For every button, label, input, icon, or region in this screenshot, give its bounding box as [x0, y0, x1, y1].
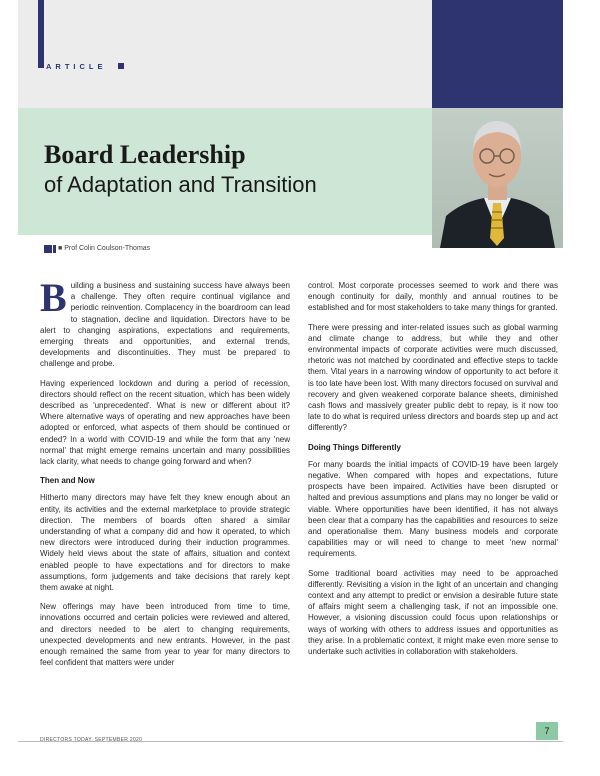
author-portrait	[432, 108, 563, 248]
paragraph-intro	[40, 275, 290, 370]
paragraph: There were pressing and inter-related issues such as global warming and climate change to address, but while they and other environmental impacts of corporate activities were much discussed, rhetoric was not matched by coordinated and effective steps to tackle them. Vital years in a narrowing window of opportunity to act before it is too late have been lost. With many directors focused on survival and recovery and given weakened corporate balance sheets, diminished cash flows and massively greater public debt to repay, is it now too late to do what is required unless directors and boards step up and act differently?	[308, 322, 558, 433]
accent-bar	[38, 0, 44, 68]
drop-cap: B	[40, 275, 67, 320]
author-marker-icon	[44, 245, 52, 253]
paragraph: For many boards the initial impacts of COVID-19 have been largely negative. When compared with hopes and expectations, future prospects have been impaired. Activities have been disrupted or halted and previous assumptions and plans may no longer be valid or viable. Where opportunities have been identified, it has not always been clear that a company has the capabilities and resources to seize and operationalise them. Many business models and corporate capabilities may or will need to change to meet 'new normal' requirements.	[308, 459, 558, 559]
section-heading: Doing Things Differently	[308, 442, 401, 452]
column-left	[40, 275, 290, 677]
author-name: Prof Colin Coulson-Thomas	[64, 245, 151, 252]
section-heading: Then and Now	[40, 476, 95, 486]
author-byline: ■ Prof Colin Coulson-Thomas	[58, 245, 151, 252]
paragraph: control. Most corporate processes seemed to work and there was enough continuity for daily, monthly and annual routines to be established and for most stakeholders to take many things for granted.	[308, 281, 558, 313]
paragraph: Some traditional board activities may need to be approached differently. Revisiting a vision in the light of an uncertain and changing context and any attempt to predict or envision a desirable future state of affairs might seem a challenging task, if not an impossible one. However, a visioning discussion could focus upon relationships or ways of working with others to address issues and opportunities as they arise. In a problematic context, it might make even more sense to undertake such activities in collaboration with stakeholders.	[308, 568, 558, 657]
page-subtitle: of Adaptation and Transition	[44, 172, 317, 197]
paragraph: Having experienced lockdown and during a period of recession, directors should reflect on the recent situation, which has been widely described as 'unprecedented'. What is new or different about it? Where alternative ways of operating and new approaches have been adopted or enforced, what aspects of them should be continued or ended? In a world with COVID-19 and while the form that any 'new normal' that might emerge remains uncertain and many possibilities lack clarity, what needs to change going forward and when?	[40, 378, 290, 467]
label-square-decoration	[118, 63, 124, 69]
section-label: ARTICLE	[46, 62, 107, 71]
paragraph: Hitherto many directors may have felt they knew enough about an entity, its activities and the external marketplace to provide strategic direction. The members of boards often shared a similar understanding of what a company did and how it operated, to which new directors were introduced during their induction programmes. Widely held views about the state of affairs, situation and context enabled people to have expectations and for directors to make assumptions, form judgements and take decisions that rarely kept them awake at night.	[40, 493, 290, 593]
footer-publication: DIRECTORS TODAY, SEPTEMBER 2020	[40, 737, 143, 743]
page-title: Board Leadership	[44, 140, 246, 169]
column-right	[308, 280, 558, 665]
portrait-illustration	[432, 108, 563, 248]
paragraph: New offerings may have been introduced from time to time, innovations occurred and certain policies were reviewed and altered, and directors needed to be alert to changing requirements, unexpected developments and new entrants. However, in the past enough remained the same from year to year for many directors to feel confident that matters were under	[40, 602, 290, 668]
page-number: 7	[536, 722, 558, 740]
paragraph-text: uilding a business and sustaining success have always been a challenge. They often require continual vigilance and periodic reinvention. Complacency in the boardroom can lead to stagnation, decline and liquidation. Directors have to be alert to changing aspirations, expectations and requirements, emerging threats and opportunities, and external trends, developments and discontinuities. They must be prepared to challenge and probe.	[40, 281, 290, 369]
author-marker-bar	[53, 245, 56, 253]
navy-block	[432, 0, 563, 108]
